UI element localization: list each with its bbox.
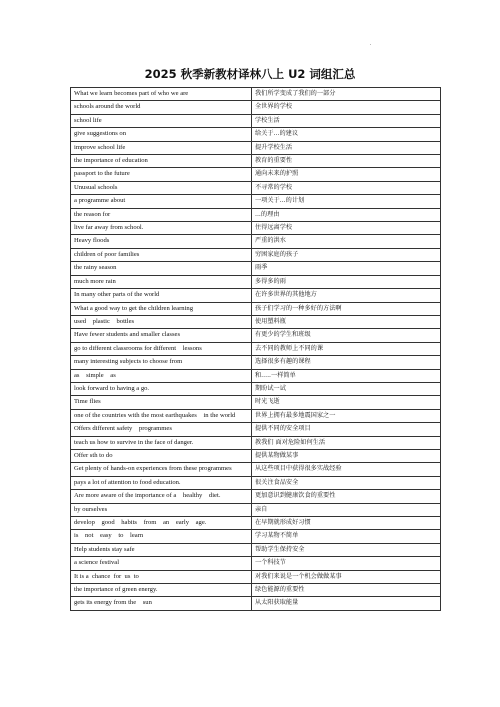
chinese-translation: 更加意识到健康饮食的重要性 [252,490,441,503]
table-row [71,235,441,248]
chinese-translation: ...的理由 [252,208,441,221]
chinese-translation: 时光飞逝 [252,396,441,409]
chinese-translation: 全世界的学校 [252,101,441,114]
table-row [71,289,441,302]
chinese-translation: 雨季 [252,262,441,275]
english-phrase: many interesting subjects to choose from [71,356,252,369]
table-row [71,409,441,422]
english-phrase: In many other parts of the world [71,289,252,302]
english-phrase: gets its energy from the sun [71,597,252,610]
english-phrase: passport to the future [71,168,252,181]
table-row [71,449,441,462]
english-phrase: Offer sth to do [71,449,252,462]
english-phrase: used plastic bottles [71,315,252,328]
chinese-translation: 给关于...的建议 [252,128,441,141]
chinese-translation: 一项关于...的计划 [252,195,441,208]
chinese-translation: 不寻常的学校 [252,181,441,194]
english-phrase: one of the countries with the most earthquakes in the world [71,409,252,422]
chinese-translation: 从太阳获取能量 [252,597,441,610]
chinese-translation: 教我们 面对危险如何生活 [252,436,441,449]
english-phrase: develop good habits from an early age. [71,517,252,530]
chinese-translation: 期盼试一试 [252,382,441,395]
page-title: 2025 秋季新教材译林八上 U2 词组汇总 [144,67,356,81]
table-row [71,302,441,315]
table-row [71,114,441,127]
chinese-translation: 住得远离学校 [252,222,441,235]
english-phrase: give suggestions on [71,128,252,141]
chinese-translation: 提升学校生活 [252,141,441,154]
english-phrase: teach us how to survive in the face of danger. [71,436,252,449]
table-row [71,101,441,114]
chinese-translation: 穷困家庭的孩子 [252,248,441,261]
table-row [71,181,441,194]
english-phrase: What a good way to get the children learning [71,302,252,315]
chinese-translation: 孩子们学习的一种多好的方法啊 [252,302,441,315]
table-row [71,222,441,235]
chinese-translation: 选择很多有趣的课程 [252,356,441,369]
chinese-translation: 去不同的教师上不同的课 [252,342,441,355]
english-phrase: It is a chance for us to [71,570,252,583]
chinese-translation: 有更少的学生和班级 [252,329,441,342]
english-phrase: the rainy season [71,262,252,275]
table-row [71,396,441,409]
table-row [71,490,441,503]
table-row [71,248,441,261]
english-phrase: a programme about [71,195,252,208]
english-phrase: the reason for [71,208,252,221]
table-row [71,342,441,355]
chinese-translation: 在许多世界的其他地方 [252,289,441,302]
chinese-translation: 使用塑料瓶 [252,315,441,328]
table-row [71,476,441,489]
english-phrase: Have fewer students and smaller classes [71,329,252,342]
english-phrase: Offers different safety programmes [71,423,252,436]
english-phrase: Get plenty of hands-on experiences from these programmes [71,463,252,476]
english-phrase: by ourselves [71,503,252,516]
table-row [71,423,441,436]
chinese-translation: 一个科技节 [252,557,441,570]
chinese-translation: 和.....一样简单 [252,369,441,382]
english-phrase: Time flies [71,396,252,409]
table-row [71,463,441,476]
english-phrase: improve school life [71,141,252,154]
english-phrase: is not easy to learn [71,530,252,543]
english-phrase: the importance of green energy. [71,584,252,597]
table-row [71,597,441,610]
table-row [71,168,441,181]
english-phrase: the importance of education [71,155,252,168]
phrase-table-body [71,88,441,611]
table-row [71,517,441,530]
chinese-translation: 帮助学生保持安全 [252,543,441,556]
english-phrase: live far away from school. [71,222,252,235]
english-phrase: Are more aware of the importance of a healthy diet. [71,490,252,503]
chinese-translation: 从这些项目中获得很多实战经验 [252,463,441,476]
chinese-translation: 绿色能源的重要性 [252,584,441,597]
chinese-translation: 我们所学变成了我们的一部分 [252,88,441,101]
table-row [71,315,441,328]
chinese-translation: 在早期就形成好习惯 [252,517,441,530]
chinese-translation: 学校生活 [252,114,441,127]
english-phrase: as simple as [71,369,252,382]
table-row [71,503,441,516]
table-row [71,262,441,275]
table-row [71,141,441,154]
table-row [71,543,441,556]
english-phrase: Unusual schools [71,181,252,194]
table-row [71,584,441,597]
table-row [71,329,441,342]
table-row [71,195,441,208]
english-phrase: go to different classrooms for different lessons [71,342,252,355]
english-phrase: pays a lot of attention to food education. [71,476,252,489]
chinese-translation: 教育的重要性 [252,155,441,168]
chinese-translation: 世界上拥有最多地震国家之一 [252,409,441,422]
table-row [71,557,441,570]
table-row [71,208,441,221]
chinese-translation: 提供某物做某事 [252,449,441,462]
table-row [71,275,441,288]
chinese-translation: 严重的洪水 [252,235,441,248]
scan-speck [370,44,371,45]
table-row [71,570,441,583]
table-row [71,369,441,382]
table-row [71,356,441,369]
english-phrase: What we learn becomes part of who we are [71,88,252,101]
chinese-translation: 通向未来的护照 [252,168,441,181]
english-phrase: school life [71,114,252,127]
english-phrase: look forward to having a go. [71,382,252,395]
table-row [71,382,441,395]
english-phrase: much more rain [71,275,252,288]
chinese-translation: 学习某物不简单 [252,530,441,543]
phrase-table [70,87,441,611]
english-phrase: schools around the world [71,101,252,114]
table-row [71,436,441,449]
table-row [71,155,441,168]
english-phrase: Heavy floods [71,235,252,248]
table-row [71,530,441,543]
english-phrase: a science festival [71,557,252,570]
english-phrase: Help students stay safe [71,543,252,556]
table-row [71,88,441,101]
chinese-translation: 对我们来说是一个机会做做某事 [252,570,441,583]
chinese-translation: 多得多的雨 [252,275,441,288]
chinese-translation: 提供不同的安全项目 [252,423,441,436]
chinese-translation: 很关注食品安全 [252,476,441,489]
chinese-translation: 亲自 [252,503,441,516]
table-row [71,128,441,141]
english-phrase: children of poor families [71,248,252,261]
